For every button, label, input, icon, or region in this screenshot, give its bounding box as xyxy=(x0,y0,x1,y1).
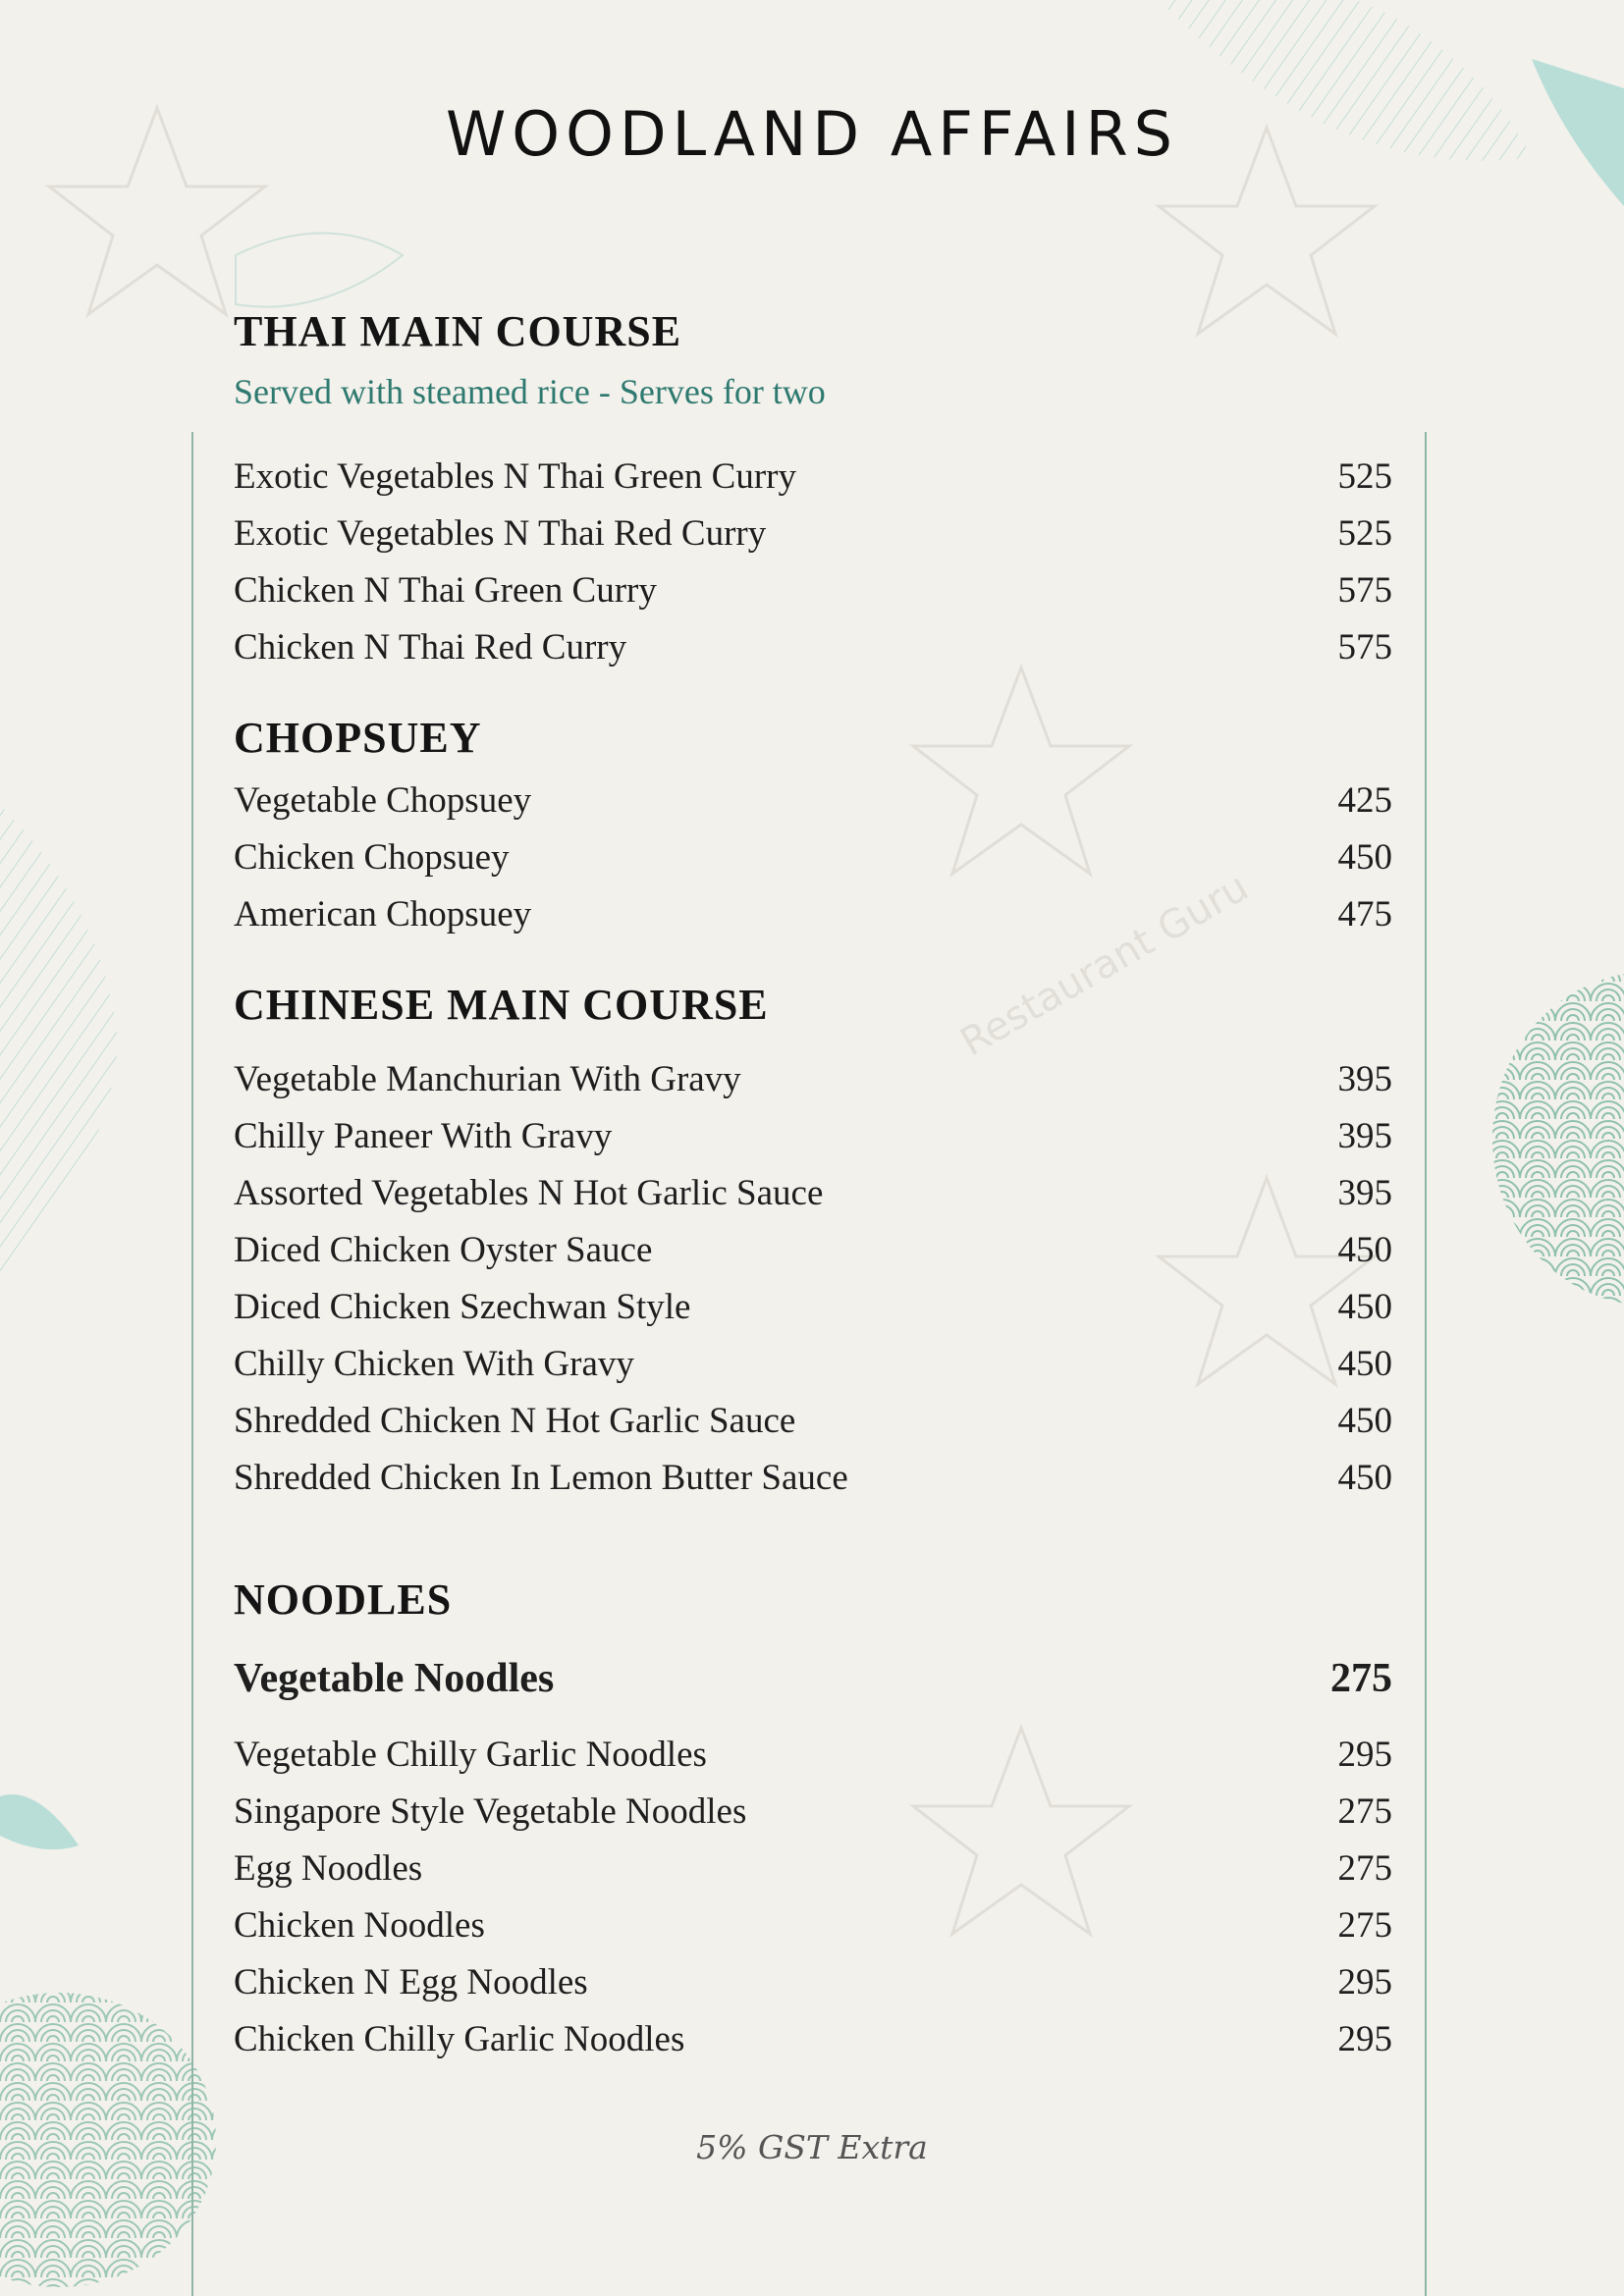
menu-item-price: 575 xyxy=(1337,570,1392,611)
menu-item-price: 275 xyxy=(1337,1791,1392,1832)
menu-item xyxy=(234,1058,1392,1107)
menu-item-name: Chilly Paneer With Gravy xyxy=(234,1116,613,1156)
section-heading-noodles: NOODLES xyxy=(234,1575,453,1624)
menu-item-name: Chicken N Thai Green Curry xyxy=(234,570,657,611)
menu-item xyxy=(234,1343,1392,1392)
menu-item xyxy=(234,1790,1392,1840)
menu-item-name: Vegetable Manchurian With Gravy xyxy=(234,1059,741,1099)
menu-item-name: Chicken N Egg Noodles xyxy=(234,1962,588,2002)
menu-item-name: Diced Chicken Szechwan Style xyxy=(234,1287,691,1327)
gst-footnote: 5% GST Extra xyxy=(696,2128,928,2166)
section-heading-chinese-main-course: CHINESE MAIN COURSE xyxy=(234,981,769,1029)
leaf-bottom-left-icon xyxy=(0,1794,79,1849)
menu-item-price: 450 xyxy=(1337,1287,1392,1327)
menu-item xyxy=(234,626,1392,675)
watermark-text: Restaurant Guru xyxy=(952,864,1257,1066)
menu-item-price: 525 xyxy=(1337,456,1392,497)
restaurant-name: WOODLAND AFFAIRS xyxy=(445,98,1179,170)
menu-item-name: Vegetable Noodles xyxy=(234,1656,555,1701)
wave-pattern-right-icon xyxy=(1492,972,1624,1306)
menu-item-name: Shredded Chicken N Hot Garlic Sauce xyxy=(234,1401,796,1441)
menu-item xyxy=(234,1847,1392,1896)
menu-item xyxy=(234,512,1392,561)
menu-item-name: Shredded Chicken In Lemon Butter Sauce xyxy=(234,1458,848,1498)
menu-item xyxy=(234,1229,1392,1278)
menu-item-name: Vegetable Chopsuey xyxy=(234,780,532,821)
section-subtitle-thai: Served with steamed rice - Serves for two xyxy=(234,372,826,411)
menu-item-price: 450 xyxy=(1337,1458,1392,1498)
menu-item xyxy=(234,569,1392,618)
menu-item-price: 295 xyxy=(1337,1735,1392,1775)
menu-item xyxy=(234,1457,1392,1506)
menu-item-name: Chicken Chilly Garlic Noodles xyxy=(234,2019,685,2059)
menu-item-price: 450 xyxy=(1337,1401,1392,1441)
menu-item xyxy=(234,1904,1392,1953)
menu-item-price: 395 xyxy=(1337,1173,1392,1213)
menu-item-price: 295 xyxy=(1337,2019,1392,2059)
wave-pattern-left-icon xyxy=(0,805,118,1276)
menu-item-price: 425 xyxy=(1337,780,1392,821)
menu-item-price: 395 xyxy=(1337,1116,1392,1156)
menu-item-name: Chilly Chicken With Gravy xyxy=(234,1344,634,1384)
section-heading-chopsuey: CHOPSUEY xyxy=(234,714,482,762)
menu-item xyxy=(234,1400,1392,1449)
menu-item xyxy=(234,1961,1392,2010)
menu-item xyxy=(234,2018,1392,2067)
menu-item-name: Diced Chicken Oyster Sauce xyxy=(234,1230,653,1270)
menu-item-price: 475 xyxy=(1337,894,1392,934)
menu-item-name: Assorted Vegetables N Hot Garlic Sauce xyxy=(234,1173,824,1213)
menu-item-name: American Chopsuey xyxy=(234,894,532,934)
menu-item xyxy=(234,1286,1392,1335)
menu-item-price: 450 xyxy=(1337,837,1392,878)
menu-item-name: Exotic Vegetables N Thai Red Curry xyxy=(234,513,767,554)
menu-item-price: 450 xyxy=(1337,1230,1392,1270)
menu-item-name: Vegetable Chilly Garlic Noodles xyxy=(234,1735,707,1775)
menu-item-name: Chicken Noodles xyxy=(234,1905,485,1946)
menu-item-name: Chicken N Thai Red Curry xyxy=(234,627,627,667)
menu-item xyxy=(234,455,1392,505)
menu-item-name: Chicken Chopsuey xyxy=(234,837,510,878)
featured-menu-item xyxy=(234,1655,1392,1704)
menu-item-price: 295 xyxy=(1337,1962,1392,2002)
menu-item-price: 525 xyxy=(1337,513,1392,554)
menu-item-price: 395 xyxy=(1337,1059,1392,1099)
menu-item xyxy=(234,779,1392,828)
menu-item-name: Exotic Vegetables N Thai Green Curry xyxy=(234,456,796,497)
leaf-top-left-icon xyxy=(236,234,403,307)
menu-item-name: Singapore Style Vegetable Noodles xyxy=(234,1791,747,1832)
menu-item xyxy=(234,1172,1392,1221)
menu-item-price: 275 xyxy=(1337,1905,1392,1946)
menu-item-price: 275 xyxy=(1330,1656,1392,1701)
menu-item-price: 450 xyxy=(1337,1344,1392,1384)
menu-item-price: 575 xyxy=(1337,627,1392,667)
menu-item xyxy=(234,1115,1392,1164)
menu-item xyxy=(234,1734,1392,1783)
menu-item-price: 275 xyxy=(1337,1848,1392,1889)
menu-item-name: Egg Noodles xyxy=(234,1848,423,1889)
section-heading-thai-main-course: THAI MAIN COURSE xyxy=(234,307,682,355)
